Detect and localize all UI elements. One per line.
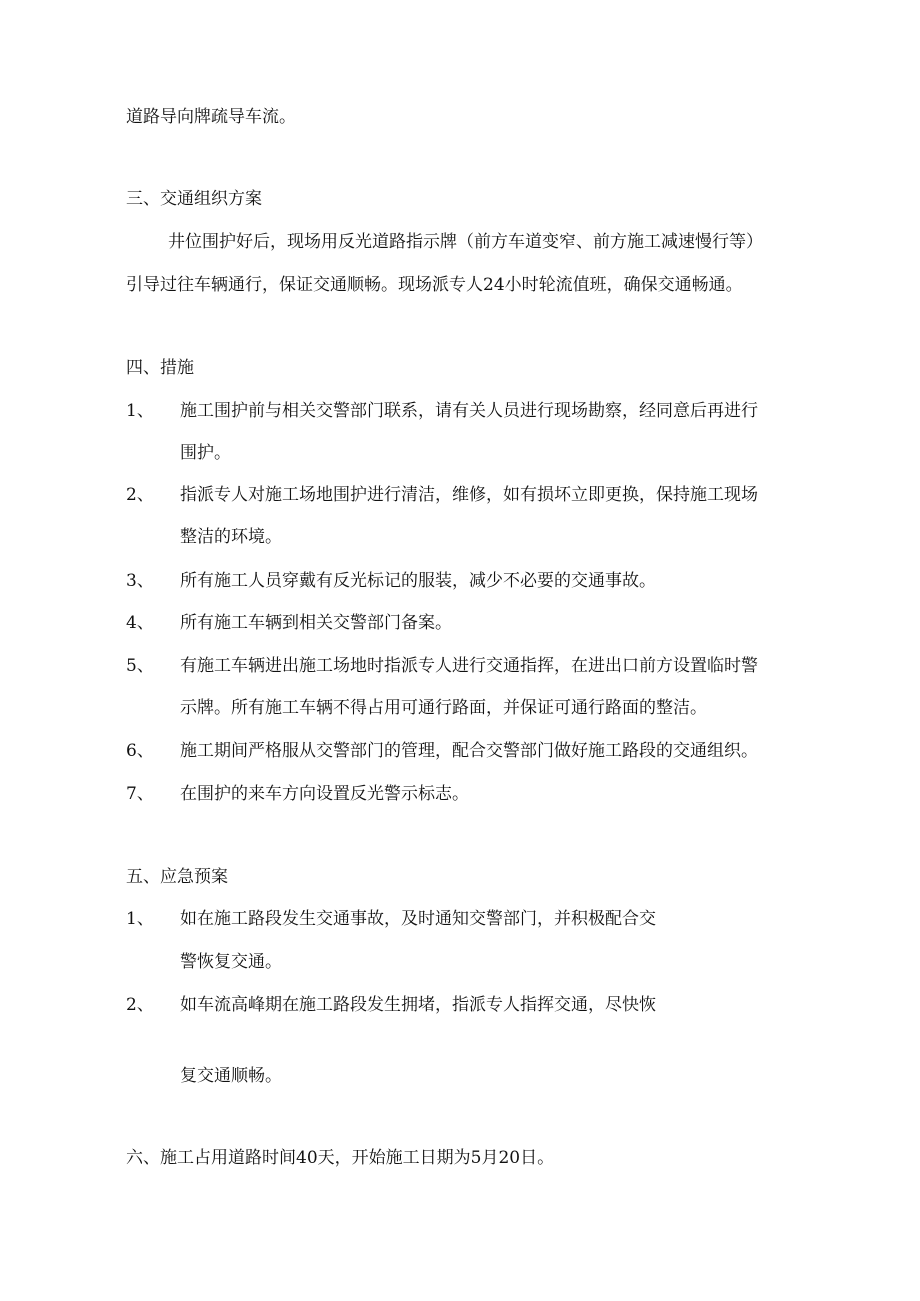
item-number: 3、 bbox=[126, 571, 154, 591]
section4-heading: 四、措施 bbox=[126, 358, 194, 378]
item-text: 在围护的来车方向设置反光警示标志。 bbox=[180, 784, 469, 804]
item-text: 指派专人对施工场地围护进行清洁，维修，如有损坏立即更换，保持施工现场 bbox=[180, 485, 758, 505]
section3-paragraph-line2: 引导过往车辆通行，保证交通顺畅。现场派专人24小时轮流值班，确保交通畅通。 bbox=[126, 275, 743, 295]
item-number: 1、 bbox=[126, 909, 154, 929]
item-text: 施工期间严格服从交警部门的管理，配合交警部门做好施工路段的交通组织。 bbox=[180, 741, 758, 761]
section3-heading: 三、交通组织方案 bbox=[126, 189, 262, 209]
item-text: 所有施工车辆到相关交警部门备案。 bbox=[180, 613, 452, 633]
item-text: 如车流高峰期在施工路段发生拥堵，指派专人指挥交通，尽快恢 bbox=[180, 995, 656, 1015]
item-text: 施工围护前与相关交警部门联系，请有关人员进行现场勘察，经同意后再进行 bbox=[180, 401, 758, 421]
item-text-continued: 整洁的环境。 bbox=[180, 527, 282, 547]
item-text: 所有施工人员穿戴有反光标记的服装，减少不必要的交通事故。 bbox=[180, 571, 656, 591]
item-text-continued: 警恢复交通。 bbox=[180, 952, 282, 972]
item-number: 4、 bbox=[126, 613, 154, 633]
item-text: 有施工车辆进出施工场地时指派专人进行交通指挥，在进出口前方设置临时警 bbox=[180, 656, 758, 676]
intro-line: 道路导向牌疏导车流。 bbox=[126, 107, 296, 127]
item-text-continued: 复交通顺畅。 bbox=[180, 1066, 282, 1086]
section3-paragraph-line1: 井位围护好后，现场用反光道路指示牌（前方车道变窄、前方施工减速慢行等） bbox=[168, 232, 763, 252]
item-text: 如在施工路段发生交通事故，及时通知交警部门，并积极配合交 bbox=[180, 909, 656, 929]
item-number: 1、 bbox=[126, 401, 154, 421]
item-number: 7、 bbox=[126, 784, 154, 804]
item-text-continued: 围护。 bbox=[180, 443, 231, 463]
item-number: 5、 bbox=[126, 656, 154, 676]
section6-line: 六、施工占用道路时间40天，开始施工日期为5月20日。 bbox=[126, 1148, 555, 1168]
item-number: 2、 bbox=[126, 995, 154, 1015]
section5-heading: 五、应急预案 bbox=[126, 867, 228, 887]
item-number: 6、 bbox=[126, 741, 154, 761]
item-text-continued: 示牌。所有施工车辆不得占用可通行路面，并保证可通行路面的整洁。 bbox=[180, 698, 707, 718]
item-number: 2、 bbox=[126, 485, 154, 505]
